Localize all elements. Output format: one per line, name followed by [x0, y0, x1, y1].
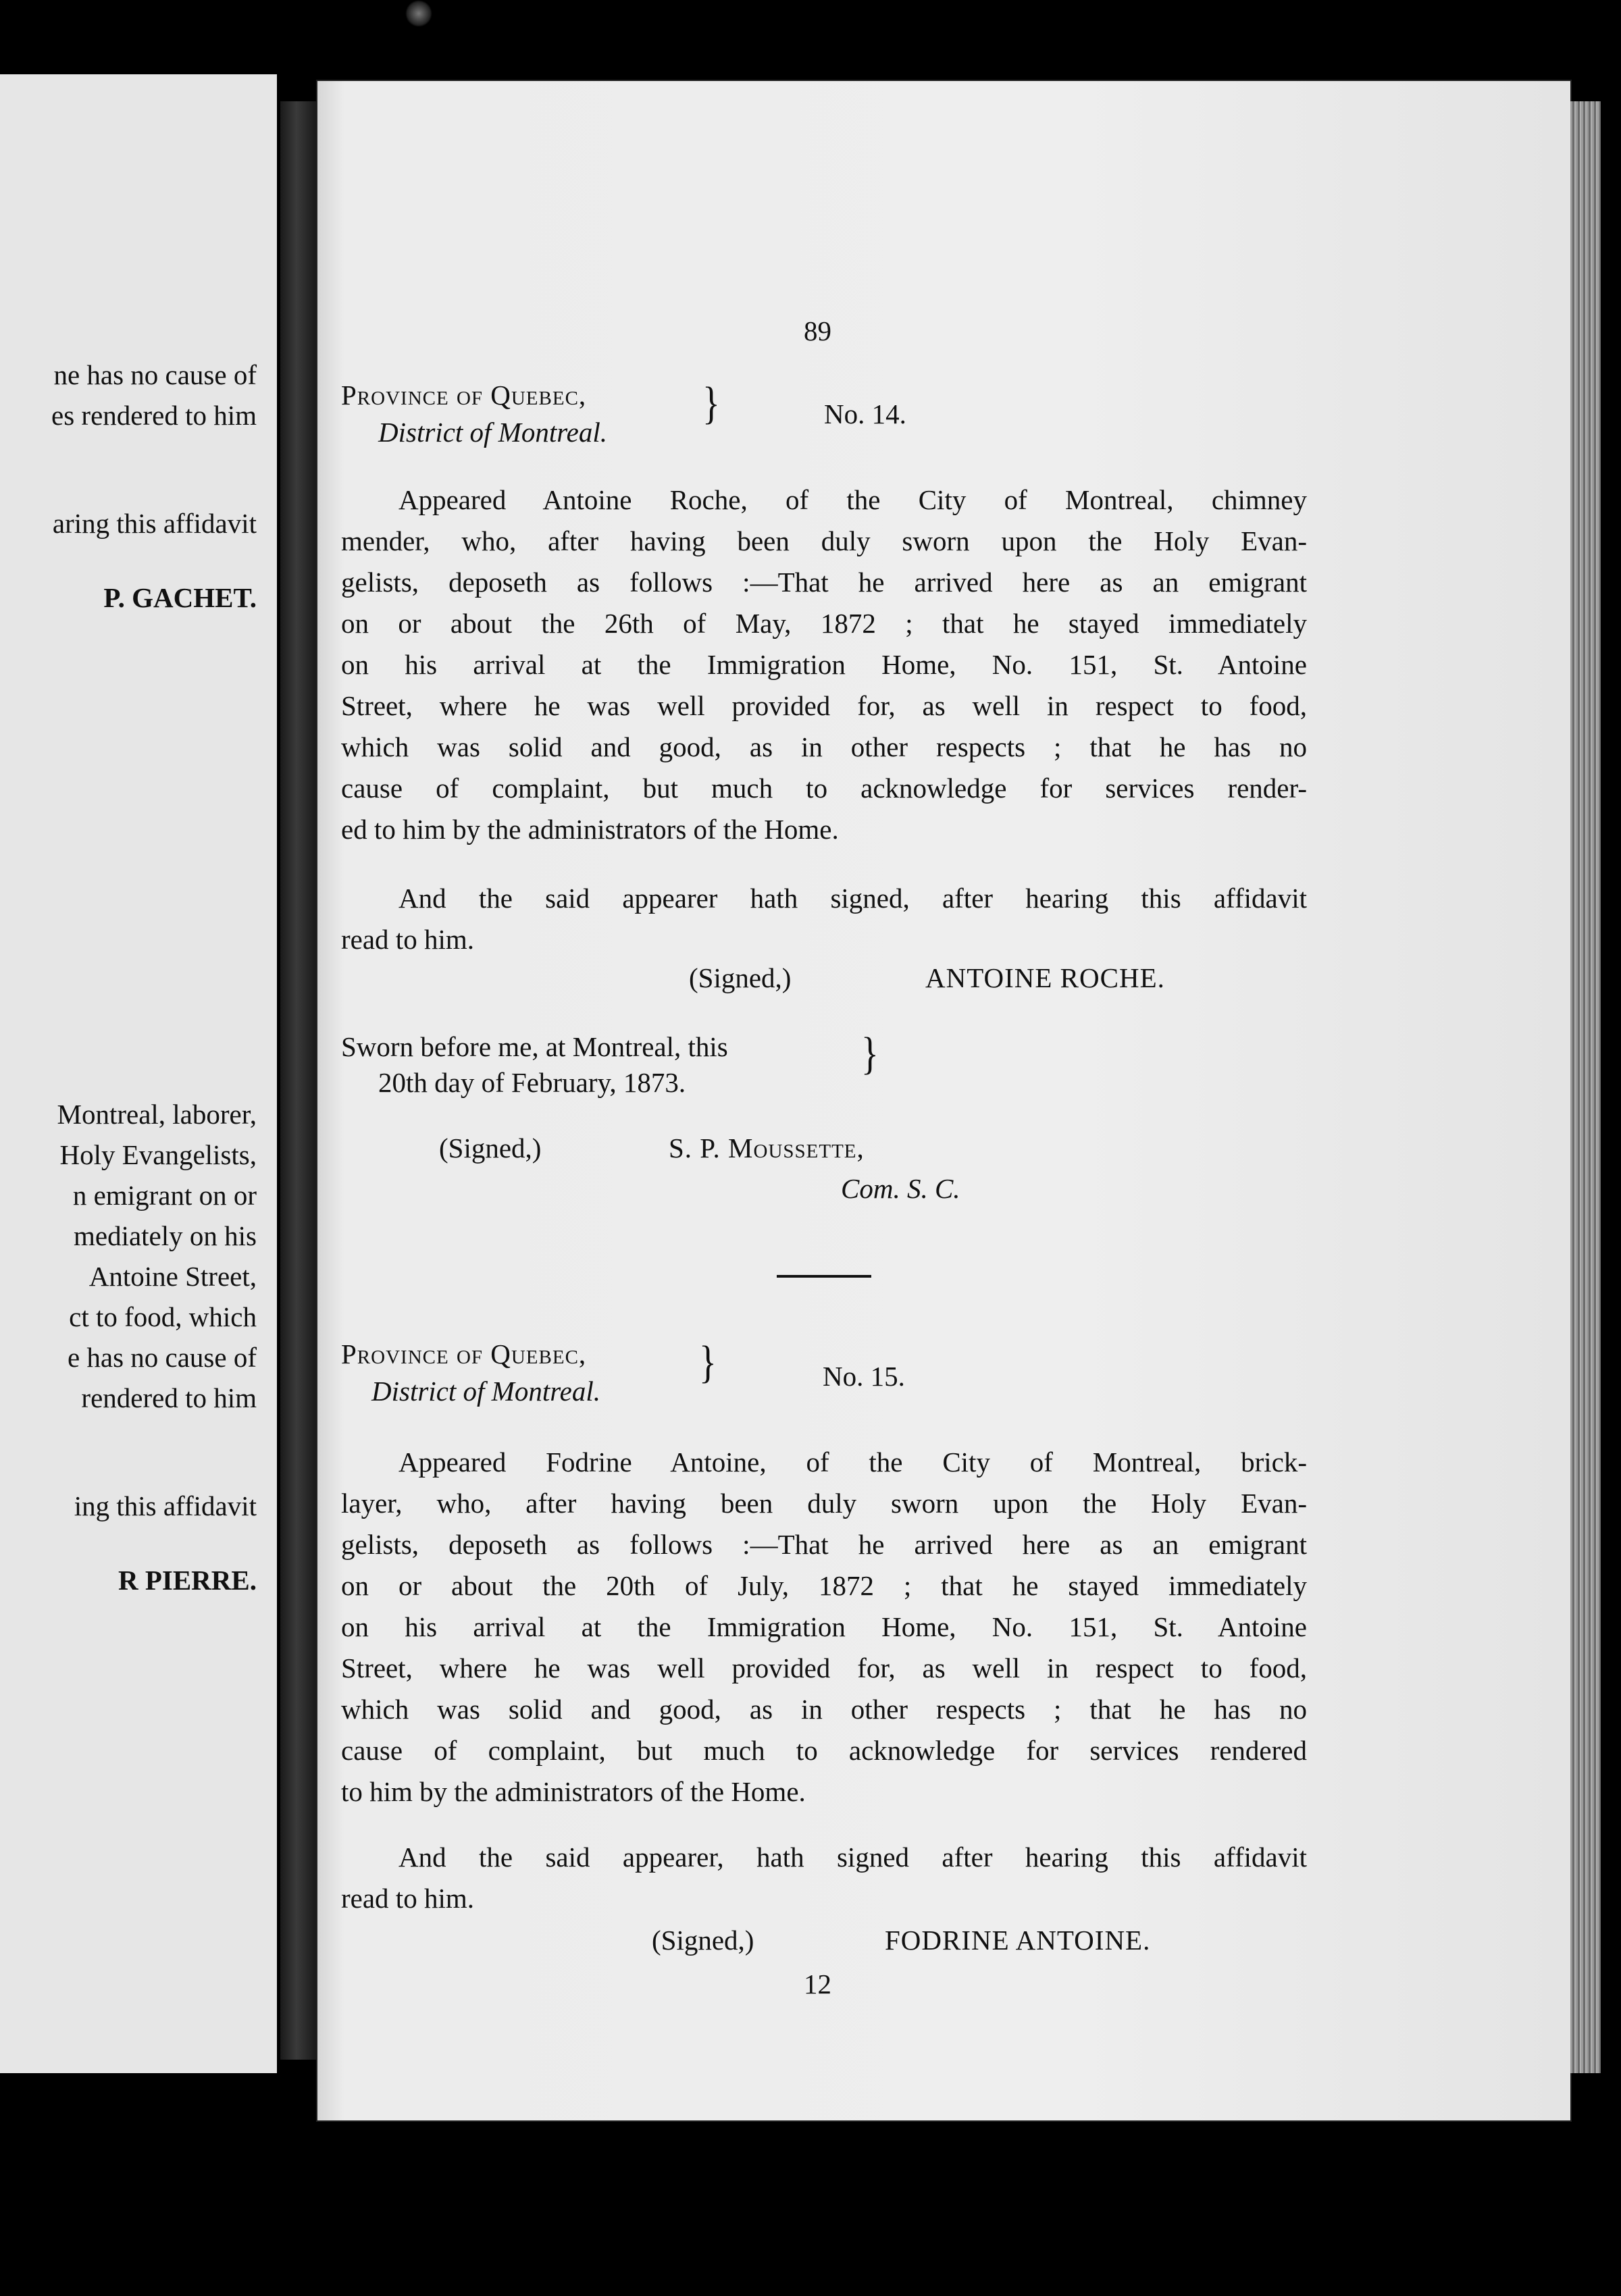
- sworn-line: Sworn before me, at Montreal, this: [341, 1031, 728, 1062]
- previous-page: [0, 74, 277, 2073]
- left-page-line: Montreal, laborer,: [57, 1099, 257, 1130]
- body-line: on his arrival at the Immigration Home, No. 151, St. Antoine: [341, 1611, 1307, 1642]
- body-line: read to him.: [341, 924, 474, 955]
- affidavit-body: [341, 1442, 1307, 1812]
- commissioner-title: Com. S. C.: [841, 1173, 960, 1204]
- page-edges: [1570, 101, 1601, 2073]
- body-line: gelists, deposeth as follows :—That he arrived here as an emigrant: [341, 1529, 1307, 1560]
- left-page-line: ct to food, which: [69, 1301, 257, 1332]
- body-line: on his arrival at the Immigration Home, No. 151, St. Antoine: [341, 649, 1307, 680]
- province-heading: Province of Quebec,: [341, 380, 587, 411]
- body-line: cause of complaint, but much to acknowledge for services rendered: [341, 1735, 1307, 1766]
- left-page-line: n emigrant on or: [72, 1180, 257, 1211]
- left-page-line: Holy Evangelists,: [59, 1139, 257, 1170]
- body-line: Street, where he was well provided for, as well in respect to food,: [341, 1652, 1307, 1684]
- sworn-date: 20th day of February, 1873.: [378, 1067, 686, 1098]
- body-line: Appeared Fodrine Antoine, of the City of Montreal, brick-: [398, 1446, 1307, 1478]
- commissioner-signed-label: (Signed,): [439, 1132, 542, 1164]
- body-line: layer, who, after having been duly sworn upon the Holy Evan-: [341, 1488, 1307, 1519]
- body-line: ed to him by the administrators of the Home.: [341, 814, 839, 845]
- left-page-line: Antoine Street,: [88, 1261, 257, 1292]
- body-line: Street, where he was well provided for, as well in respect to food,: [341, 690, 1307, 721]
- left-page-line: aring this affidavit: [52, 508, 257, 539]
- brace-mark: }: [702, 377, 720, 429]
- entry-number: No. 14.: [824, 398, 906, 429]
- body-line: cause of complaint, but much to acknowledge for services render-: [341, 773, 1307, 804]
- body-line: Appeared Antoine Roche, of the City of Montreal, chimney: [398, 484, 1307, 515]
- body-line: mender, who, after having been duly sworn upon the Holy Evan-: [341, 525, 1307, 556]
- left-page-line: P. GACHET.: [103, 582, 257, 613]
- district-heading: District of Montreal.: [371, 1376, 600, 1407]
- left-page-line: rendered to him: [81, 1382, 257, 1413]
- signatory-name: FODRINE ANTOINE.: [885, 1925, 1151, 1956]
- book-gutter: [280, 101, 321, 2060]
- body-line: on or about the 20th of July, 1872 ; that he stayed immediately: [341, 1570, 1307, 1601]
- closing-paragraph: [341, 1837, 1307, 1919]
- left-page-line: ne has no cause of: [53, 359, 257, 390]
- body-line: to him by the administrators of the Home.: [341, 1776, 806, 1807]
- commissioner-name: S. P. Moussette,: [669, 1132, 865, 1164]
- body-line: which was solid and good, as in other respects ; that he has no: [341, 731, 1307, 762]
- left-page-line: R PIERRE.: [118, 1565, 257, 1596]
- signed-label: (Signed,): [689, 962, 792, 993]
- signature-mark: 12: [804, 1968, 831, 2000]
- affidavit-body: [341, 479, 1307, 850]
- page-number: 89: [804, 315, 831, 346]
- province-heading: Province of Quebec,: [341, 1338, 587, 1369]
- brace-mark: }: [699, 1336, 717, 1388]
- body-line: on or about the 26th of May, 1872 ; that he stayed immediately: [341, 608, 1307, 639]
- left-page-line: es rendered to him: [51, 400, 257, 431]
- scan-dust-mark: [405, 0, 432, 27]
- left-page-line: ing this affidavit: [74, 1490, 257, 1521]
- body-line: gelists, deposeth as follows :—That he arrived here as an emigrant: [341, 567, 1307, 598]
- entry-number: No. 15.: [823, 1361, 905, 1392]
- closing-paragraph: [341, 878, 1307, 960]
- district-heading: District of Montreal.: [378, 417, 607, 448]
- section-divider: [777, 1275, 871, 1278]
- body-line: And the said appearer hath signed, after hearing this affidavit: [398, 883, 1307, 914]
- body-line: which was solid and good, as in other respects ; that he has no: [341, 1694, 1307, 1725]
- signed-label: (Signed,): [652, 1925, 754, 1956]
- body-line: And the said appearer, hath signed after hearing this affidavit: [398, 1842, 1307, 1873]
- body-line: read to him.: [341, 1883, 474, 1914]
- left-page-line: mediately on his: [73, 1220, 257, 1251]
- signatory-name: ANTOINE ROCHE.: [925, 962, 1165, 993]
- left-page-line: e has no cause of: [67, 1342, 257, 1373]
- brace-mark: }: [861, 1028, 879, 1079]
